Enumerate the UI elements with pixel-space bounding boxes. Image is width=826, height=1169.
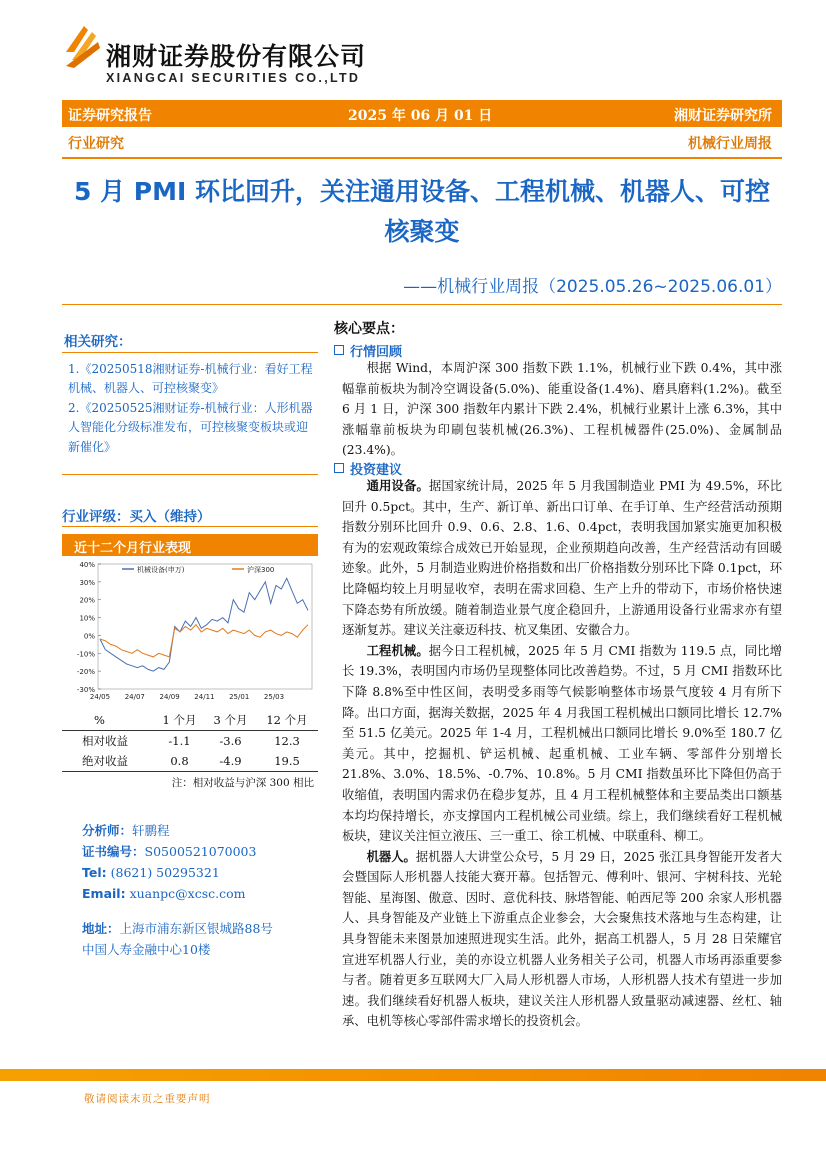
table-row [62,731,318,752]
address-label: 地址： [82,921,120,936]
report-subtitle: ——机械行业周报（2025.05.26~2025.06.01） [403,277,782,297]
x-tick-label: 25/03 [263,693,285,701]
series-line-csi300 [100,625,308,657]
x-tick-label: 24/09 [159,693,180,701]
table-cell: 12.3 [274,734,300,748]
investment-body [342,476,782,1032]
paragraph-text: 据机器人大讲堂公众号，5 月 29 日，2025 张江具身智能开发者大会暨国际人形机器人技能大赛开幕。包括智元、傅利叶、银河、宇树科技、光轮智能、星海图、傲意、因时、意优科技、脉塔智能、帕西尼等 200 余家人形机器人、具身智能及产业链上下游重点企业参会，大会聚焦技术落地与生态构建，让具身智能未来图景加速照进现实生活。此外，据高工机器人，5 月 28 日荣耀官宣进军机器人行业，美的亦设立机器人业务相关子公司，机器人市场再添重要参与者。随着更多互联网大厂入局人形机器人市场，人形机器人技术有望进一步加速。我们继续看好机器人板块，建议关注人形机器人致量驱动减速器、丝杠、轴承、电机等核心零部件需求增长的投资机会。 [342,849,782,1029]
chart-heading-bar [62,534,318,556]
related-heading: 相关研究： [64,334,132,350]
tel-label: Tel: [82,865,107,880]
paragraph-lead: 机器人。 [366,849,416,864]
table-cell: -3.6 [219,734,242,748]
footer-disclaimer[interactable]: 敬请阅读末页之重要声明 [84,1093,211,1105]
title-divider [62,304,782,305]
market-review-body [342,358,782,461]
y-tick-label: 20% [79,596,95,605]
x-tick-label: 24/11 [194,693,215,701]
core-heading: 核心要点： [334,321,404,337]
tel-number: (8621) 50295321 [110,865,220,880]
email-label: Email: [82,886,126,901]
header-bar [62,100,782,127]
address-line: 中国人寿金融中心10楼 [82,942,211,957]
address-line: 上海市浦东新区银城路88号 [119,921,273,936]
x-tick-label: 24/07 [124,693,145,701]
y-tick-label: 10% [79,614,95,623]
table-row [62,751,318,772]
performance-table [62,710,318,772]
paragraph-lead: 通用设备。 [366,479,429,493]
report-title: 5 月 PMI 环比回升，关注通用设备、工程机械、机器人、可控核聚变 [73,177,770,246]
y-tick-label: -10% [76,650,95,659]
performance-chart [62,556,318,708]
company-name-cn: 湘财证券股份有限公司 [106,42,367,71]
legend-label: 机械设备(申万) [137,566,185,574]
table-cell: 相对收益 [82,734,128,748]
y-tick-label: 40% [79,561,95,569]
y-tick-label: -20% [76,668,95,677]
table-cell: -4.9 [205,751,256,772]
paragraph-text: 据今日工程机械，2025 年 5 月 CMI 指数为 119.5 点，同比增长 19.3%，表明国内市场仍呈现整体同比改善趋势。不过，5 月 CMI 指数环比下降 8.8%至中性区间，表明受多雨等气候影响整体市场景气度较 4 月有所下降。出口方面，据海关数据，2025 年 4 月我国工程机械出口额同比增长 12.7%至 51.5 亿美元。2025 年 1-4 月，工程机械出口额同比增长 9.0%至 180.7 亿美元。其中，挖掘机、铲运机械、起重机械、工业车辆、零部件分别增长 21.8%、3.0%、18.5%、-0.7%、10.8%。5 月 CMI 指数虽环比下降但仍高于收缩值，表明国内需求仍在稳步复苏，且 4 月工程机械整体和主要品类出口额基本均均保持增长，亦支撑国内工程机械公司业绩。综上，我们继续看好工程机械板块，建议关注恒立液压、三一重工、徐工机械、中联重科、柳工。 [342,643,782,844]
table-cell: 绝对收益 [62,751,154,772]
rating-divider [62,526,318,527]
cert-label: 证书编号： [82,844,145,859]
table-cell: -1.1 [168,734,191,748]
table-header-cell: 3 个月 [205,710,256,731]
square-bullet-icon [334,345,344,355]
report-category: 行业研究 [68,136,124,152]
related-item[interactable]: 1.《20250518湘财证券-机械行业：看好工程机械、机器人、可控核聚变》 [68,362,313,396]
table-header-cell: % [62,710,154,731]
analyst-name: 轩鹏程 [132,823,170,838]
subheader-bar [62,127,782,159]
analyst-label: 分析师： [82,823,133,838]
chart-plot-frame [98,564,312,689]
cert-number: S0500521070003 [144,844,257,859]
paragraph-robots [342,847,782,1032]
footer-bar [0,1069,826,1081]
paragraph-construction-machinery [342,641,782,847]
report-series: 机械行业周报 [688,136,772,152]
legend-label: 沪深300 [247,566,275,574]
company-name-en: XIANGCAI SECURITIES CO.,LTD [106,71,361,85]
table-cell: 19.5 [256,751,318,772]
related-research-list [68,360,316,457]
y-tick-label: -30% [76,686,95,694]
x-tick-label: 25/01 [229,693,250,701]
address-block [82,918,273,960]
report-date: 2025 年 06 月 01 日 [348,108,493,124]
report-type: 证券研究报告 [68,108,152,124]
related-divider [62,352,318,353]
institute: 湘财证券研究所 [674,108,772,124]
analyst-info [82,820,256,904]
paragraph-text: 据国家统计局，2025 年 5 月我国制造业 PMI 为 49.5%，环比回升 0.5pct。其中，生产、新订单、新出口订单、在手订单、生产经营活动预期指数分别环比回升 0.9、0.6、2.8、1.6、0.4pct，表明我国加紧实施更加积极有为的宏观政策综合成效已开始显现，企业预期趋向改善，生产经营活动有回暖迹象。此外，5 月制造业购进价格指数和出厂价格指数分别环比下降 0.1pct，环比降幅均较上月明显收窄，表明在需求回稳、生产上升的带动下，市场价格快速下降态势有所放缓。随着制造业景气度企稳回升，上游通用设备行业需求亦有望逐渐复苏。建议关注豪迈科技、杭叉集团、安徽合力。 [342,479,782,638]
market-review-title: 行情回顾 [350,345,403,360]
paragraph-lead: 工程机械。 [366,643,429,658]
y-tick-label: 30% [79,578,95,587]
industry-rating: 行业评级：买入（维持） [62,509,211,525]
series-line-machinery [100,578,308,671]
company-logo-icon [62,22,102,70]
y-tick-label: 0% [83,632,95,641]
investment-title: 投资建议 [350,463,403,478]
chart-heading: 近十二个月行业表现 [74,541,192,556]
related-bottom-divider [62,474,318,475]
related-item[interactable]: 2.《20250525湘财证券-机械行业：人形机器人智能化分级标准发布，可控核聚变板块或迎新催化》 [68,400,313,454]
square-bullet-icon [334,463,344,473]
table-header-cell: 1 个月 [154,710,205,731]
table-note: 注：相对收益与沪深 300 相比 [171,777,314,789]
x-tick-label: 24/05 [89,693,111,701]
table-header-cell: 12 个月 [256,710,318,731]
table-cell: 0.8 [154,751,205,772]
paragraph-general-equipment [342,476,782,641]
market-review-text: 根据 Wind，本周沪深 300 指数下跌 1.1%，机械行业下跌 0.4%，其中涨幅靠前板块为制冷空调设备(5.0%)、能重设备(1.4%)、磨具磨料(1.2%)。截至 6 月 1 日，沪深 300 指数年内累计下跌 2.4%，机械行业累计上涨 6.3%，其中涨幅靠前板块为印刷包装机械(26.3%)、工程机械器件(25.0%)、金属制品(23.4%)。 [342,361,782,458]
table-header-row [62,710,318,731]
email-address[interactable]: xuanpc@xcsc.com [129,886,246,901]
